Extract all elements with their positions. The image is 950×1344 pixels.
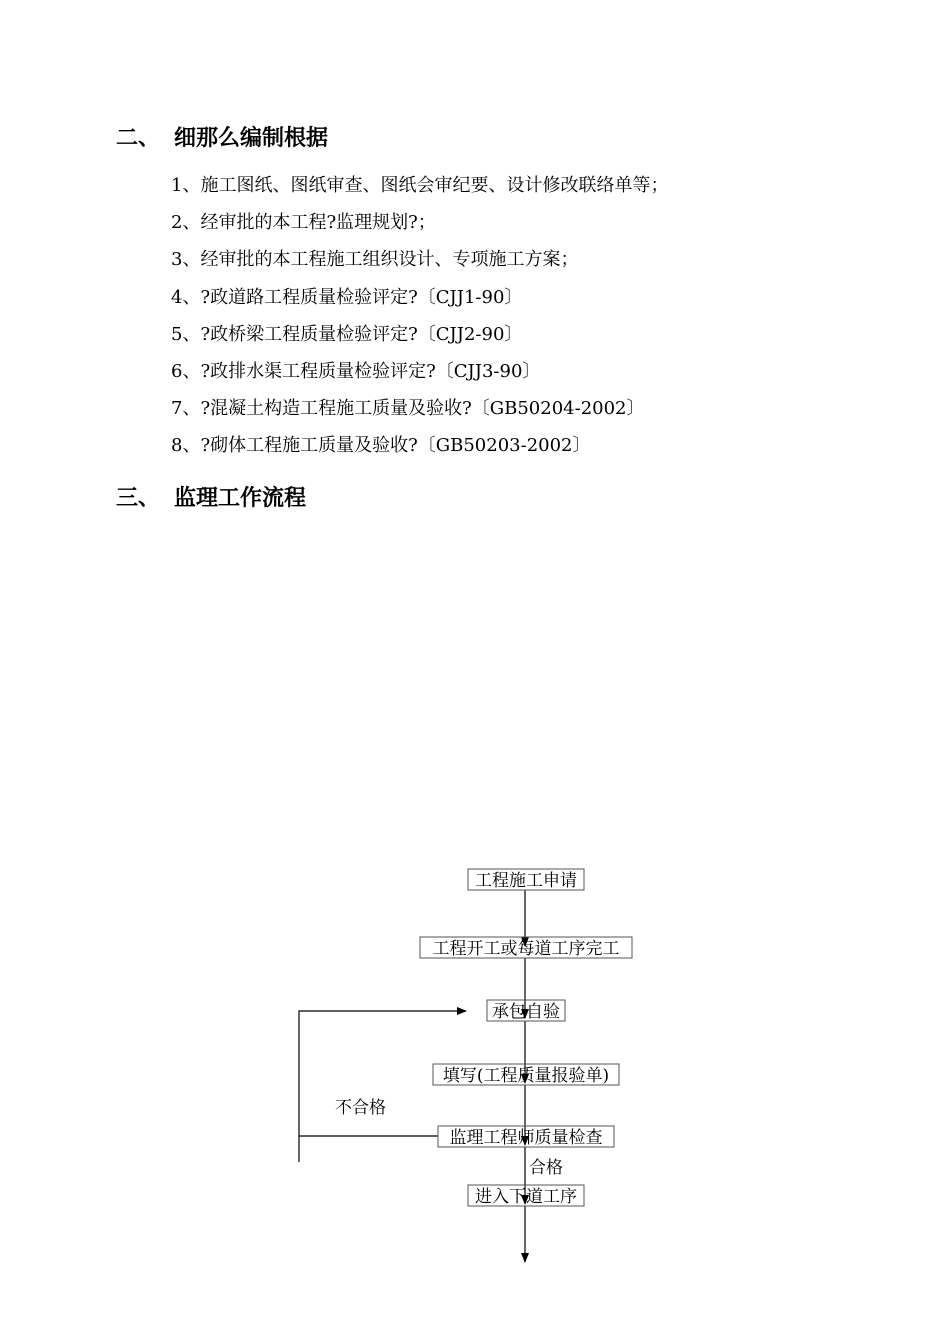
- step-label: 工程开工或每道工序完工: [432, 939, 620, 959]
- section-number: 二、: [116, 126, 161, 151]
- list-item: 4、?政道路工程质量检验评定?〔CJJ1-90〕: [171, 286, 523, 308]
- list-item: 8、?砌体工程施工质量及验收?〔GB50203-2002〕: [171, 435, 591, 457]
- list-item: 5、?政桥梁工程质量检验评定?〔CJJ2-90〕: [171, 323, 523, 345]
- fail-label: 不合格: [335, 1098, 386, 1118]
- list-item: 3、经审批的本工程施工组织设计、专项施工方案；: [171, 249, 579, 271]
- list-item: 2、经审批的本工程?监理规划?；: [171, 212, 436, 234]
- section-title: 细那么编制根据: [174, 126, 329, 151]
- section-title: 监理工作流程: [174, 486, 307, 511]
- section-number: 三、: [116, 486, 161, 511]
- step-label: 承包自验: [492, 1002, 560, 1022]
- step-label: 工程施工申请: [475, 871, 577, 891]
- list-item: 7、?混凝土构造工程施工质量及验收?〔GB50204-2002〕: [171, 398, 645, 420]
- list-item: 6、?政排水渠工程质量检验评定?〔CJJ3-90〕: [171, 360, 541, 382]
- pass-label: 合格: [529, 1158, 563, 1178]
- step-label: 监理工程师质量检查: [449, 1128, 603, 1148]
- step-label: 填写(工程质量报验单): [442, 1066, 610, 1086]
- step-label: 进入下道工序: [475, 1187, 577, 1207]
- list-item: 1、施工图纸、图纸审查、图纸会审纪要、设计修改联络单等；: [171, 175, 669, 196]
